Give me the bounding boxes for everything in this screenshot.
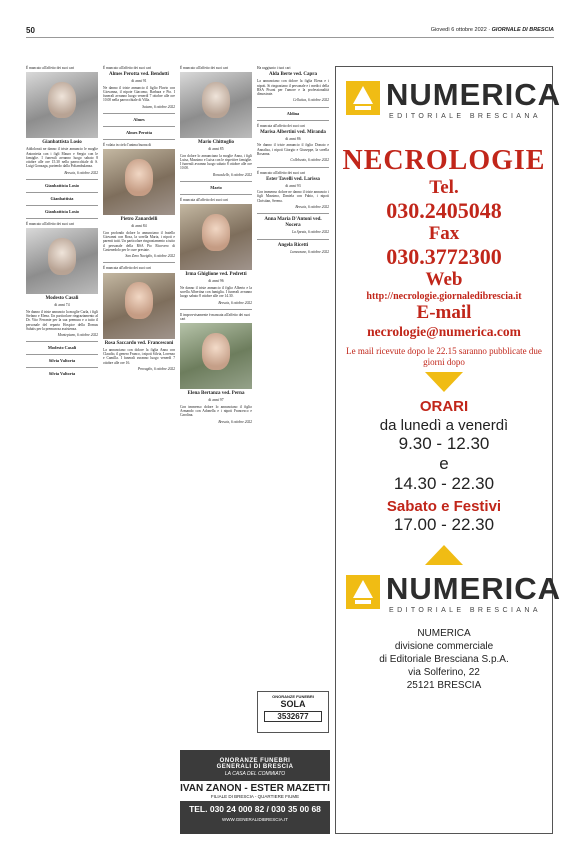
notice-kicker: Ha raggiunto i tuoi cari	[257, 66, 291, 70]
hours-title: ORARI	[419, 398, 469, 415]
deadline-note: Le mail ricevute dopo le 22.15 saranno pubblicate due giorni dopo	[346, 346, 542, 367]
notice-place: Collebeato, 6 ottobre 2022	[290, 158, 329, 163]
tel-label: Tel.	[429, 177, 459, 198]
divider	[26, 218, 98, 219]
divider	[103, 262, 175, 263]
notice-kicker: È mancato all'affetto dei suoi cari	[26, 66, 75, 70]
notice-body: Ne danno il triste annuncio il figlio Donato e Annalisa, i nipoti Giorgio e Giuseppe, la sorella Rosanna.	[257, 143, 329, 156]
notice-kicker: Il improvvisamente è mancata all'affetto dei suoi cari	[180, 312, 251, 322]
divider	[26, 341, 98, 342]
page-header	[26, 26, 554, 38]
divider	[257, 107, 329, 108]
deceased-age: di anni 93	[285, 183, 301, 188]
email-address: necrologie@numerica.com	[367, 324, 521, 339]
notice-kicker: È mancata all'affetto dei suoi cari	[257, 123, 305, 128]
mini-ad-title: ONORANZE FUNEBRI	[272, 694, 314, 699]
hours-and: e	[439, 454, 449, 473]
notice-place: San Zeno Naviglio, 6 ottobre 2022	[125, 254, 175, 259]
deceased-name: Irma Ghiglione ved. Pedretti	[185, 272, 247, 278]
deceased-name: Angela Ricetti	[277, 242, 309, 248]
portrait-photo	[26, 228, 98, 294]
deceased-name: Anna Maria D'Antoni ved. Nocera	[264, 217, 322, 229]
deceased-name: Ester Tavelli ved. Larissa	[266, 176, 320, 182]
brand-subtitle: EDITORIALE BRESCIANA	[389, 113, 541, 120]
mini-ad-name: SOLA	[280, 699, 306, 709]
notice-body: Ne danno il triste annuncio la moglie Carla, i figli Stefano e Elena. Un particolare ringraziamento al Dr. Vito Ferrante per la sua premura e a tutto il personale del reparto Hospice della Domus Salutis per la premurosa assistenza.	[26, 309, 98, 331]
deceased-name: Mario Chittoglio	[198, 140, 234, 146]
funeral-website: WWW.GENERALIDIBRESCIA.IT	[221, 817, 288, 822]
notice-place: Brescia, 6 ottobre 2022	[218, 300, 252, 305]
deceased-age: di anni 86	[285, 137, 301, 142]
deceased-name: Gianbattista Losio	[42, 140, 82, 146]
funeral-home-ad	[180, 750, 330, 834]
column-2	[103, 66, 175, 374]
deceased-name: Modesto Casali	[45, 296, 79, 302]
notice-sign: Mario	[210, 185, 222, 191]
notice-kicker: È mancata all'affetto dei suoi cari	[180, 198, 228, 203]
notice-sign: Aldina	[286, 110, 300, 116]
web-url: http://necrologie.giornaledibrescia.it	[366, 291, 522, 302]
notice-sign: Gianbattista Losio	[44, 209, 80, 215]
notice-sign: Modesto Casali	[47, 345, 77, 351]
column-4	[257, 66, 329, 257]
notice-place: Brescia, 6 ottobre 2022	[295, 205, 329, 210]
numerica-logo	[346, 77, 562, 127]
notice-kicker: È mancata all'affetto dei suoi cari	[103, 266, 151, 271]
deceased-age: di anni 91	[131, 79, 147, 84]
portrait-photo	[180, 72, 252, 138]
funeral-band	[180, 781, 330, 801]
notice-body: Con dolore lo annunciano la moglie Anna, i figli Luisa, Massimo e Luisa con le rispettive famiglie. I funerali avranno luogo sabato 8 ottobre alle ore 10.00.	[180, 153, 252, 171]
notice-sign: Almes	[133, 117, 145, 123]
notice-place: La Spezia, 6 ottobre 2022	[292, 230, 329, 235]
weekend-label: Sabato e Festivi	[386, 498, 502, 515]
deceased-name: Elena Bertanza ved. Perna	[187, 391, 245, 397]
notice-place: Provaglio, 6 ottobre 2022	[137, 366, 175, 371]
notice-body: Ne danno il triste annuncio il figlio Alberto e la sorella Albertina con famiglia. I funerali avranno luogo sabato 8 ottobre alle ore 14.30.	[180, 285, 252, 299]
portrait-photo	[180, 323, 252, 389]
arrow-down-icon	[425, 372, 463, 392]
funeral-address: FILIALE DI BRESCIA - QUARTIERE FIUME	[210, 794, 300, 799]
notice-place: Saiano, 6 ottobre 2022	[142, 104, 175, 109]
notice-sign: Silvia Valtorta	[48, 371, 76, 377]
page-number: 50	[26, 26, 35, 35]
notice-place: Roncadelle, 6 ottobre 2022	[213, 172, 252, 177]
weekday-label: da lunedì a venerdì	[379, 417, 509, 434]
divider	[257, 239, 329, 240]
funeral-tagline: LA CASA DEL COMMIATO	[224, 771, 286, 777]
tel-number: 030.2405048	[386, 198, 502, 223]
notice-sign: Silvia Valtorta	[48, 358, 76, 364]
notice-kicker: È mancato all'affetto dei suoi cari	[26, 222, 75, 227]
notice-place: Montepiano, 6 ottobre 2022	[57, 333, 98, 338]
divider	[26, 192, 98, 193]
numerica-ad	[335, 66, 562, 834]
hours-morning: 9.30 - 12.30	[398, 434, 490, 453]
email-label: E-mail	[416, 302, 472, 323]
notice-kicker: È mancato all'affetto dei suoi cari	[103, 66, 152, 70]
divider	[26, 367, 98, 368]
deceased-age: di anni 97	[208, 398, 224, 403]
deceased-age: di anni 85	[208, 147, 224, 152]
funeral-home-mini-ad	[257, 691, 329, 733]
notice-body: Con immenso dolore ne danno il triste annuncio i figli Massimo, Daniela con Fabio, i nipoti Christian, Serena.	[257, 190, 329, 203]
divider	[257, 120, 329, 121]
divider	[26, 354, 98, 355]
divider	[257, 213, 329, 214]
notice-place: Brescia, 6 ottobre 2022	[218, 419, 252, 424]
deceased-age: di anni 96	[208, 279, 224, 284]
portrait-photo	[26, 72, 98, 138]
brand-name: NUMERICA	[386, 571, 562, 606]
header-date-paper: Giovedì 6 ottobre 2022 · GIORNALE DI BRESCIA	[430, 27, 554, 33]
notice-body: La annunciano con dolore la figlia Elena e i nipoti. Si ringraziano il personale e i medici della RSA Pisoni per l'amore e la professionalità dimostrate.	[257, 79, 329, 97]
divider	[103, 139, 175, 140]
deceased-name: Marisa Albertini ved. Miranda	[260, 130, 326, 136]
deceased-age: di anni 74	[54, 303, 70, 308]
portrait-photo	[180, 204, 252, 270]
notice-kicker: È mancato all'affetto dei suoi cari	[257, 170, 306, 175]
deceased-name: Almes Perotta ved. Bendotti	[109, 72, 169, 78]
web-label: Web	[425, 269, 463, 290]
notice-kicker: È volata in cielo l'anima buona di	[103, 143, 152, 148]
portrait-photo	[103, 273, 175, 339]
column-1	[26, 66, 98, 376]
hours-afternoon: 14.30 - 22.30	[393, 474, 495, 493]
mini-ad-phone: 3532677	[264, 711, 322, 722]
divider	[180, 181, 252, 182]
column-3	[180, 66, 252, 427]
notice-sign: Almes Perotta	[125, 130, 153, 136]
ad-title: NECROLOGIE	[342, 145, 546, 176]
brand-name: NUMERICA	[386, 77, 562, 112]
notice-body: Ne danno il triste annuncio il figlio Flavio con Giovanna, il nipote Giacomo, Barbara e Pio. I funerali avranno luogo venerdì 7 ottobre alle ore 10.00 nella parrocchiale di Villa.	[103, 85, 175, 103]
funeral-subtitle: GENERALI DI BRESCIA	[216, 764, 294, 770]
deceased-name: Rosa Saccardo ved. Francesconi	[104, 340, 174, 346]
divider	[26, 205, 98, 206]
fax-label: Fax	[428, 223, 460, 244]
numerica-logo-bottom	[346, 571, 562, 621]
divider	[103, 126, 175, 127]
divider	[257, 167, 329, 168]
notice-place: Cellatica, 6 ottobre 2022	[292, 98, 329, 103]
deceased-name: Alda Berte ved. Capra	[268, 72, 318, 78]
funeral-phone: TEL. 030 24 000 82 / 030 35 00 68	[189, 804, 321, 814]
notice-body: Addolorati ne danno il triste annuncio le moglie Antonietta con i figli Mauro e Sergio con le famiglie. I funerali avranno luogo sabato 8 ottobre alle ore 15.30 nella parrocchiale di S. Luigi Gonzaga, partendo dalla Poliambulanza.	[26, 147, 98, 169]
divider	[103, 113, 175, 114]
funeral-names: IVAN ZANON - ESTER MAZETTI	[180, 783, 330, 794]
deceased-age: di anni 84	[131, 224, 147, 229]
notice-sign: Gianbattista Losio	[44, 183, 80, 189]
fax-number: 030.3772300	[386, 244, 502, 269]
divider	[180, 309, 252, 310]
portrait-photo	[103, 149, 175, 215]
numerica-mark-icon	[346, 81, 380, 115]
notice-place: Brescia, 6 ottobre 2022	[64, 170, 98, 175]
notice-place: Lumezzane, 6 ottobre 2022	[290, 249, 329, 254]
notice-body: Con immenso dolore lo annunciano il figlio Armando con Adonella e i nipoti Francesco e Carolina.	[180, 404, 252, 418]
notice-kicker: È mancato all'affetto dei suoi cari	[180, 66, 229, 70]
divider	[180, 194, 252, 195]
numerica-mark-icon	[346, 575, 380, 609]
deceased-name: Pietro Zanardelli	[120, 217, 158, 223]
funeral-title: ONORANZE FUNEBRI	[219, 758, 291, 764]
divider	[26, 179, 98, 180]
notice-sign: Gianbattista	[50, 196, 74, 202]
notice-body: Con profondo dolore lo annunciano il fratello Giovanni con Rosa, la sorella Maria, i nipoti e parenti tutti. Un particolare ringraziamento a tutto il personale della RSA Pio Ricovero di Castenedolo per le cure prestate.	[103, 230, 175, 252]
company-address: NUMERICA divisione commerciale di Editoriale Bresciana S.p.A. via Solferino, 22 25121 BRESCIA	[379, 628, 509, 691]
hours-weekend: 17.00 - 22.30	[393, 515, 495, 534]
arrow-up-icon	[425, 545, 463, 565]
notice-body: La annunciano con dolore la figlia Anna con Claudio, il genero Franco, i nipoti Silvia, Lorenzo e Camilla. I funerali avranno luogo venerdì 7 ottobre alle ore 16.	[103, 347, 175, 365]
brand-subtitle: EDITORIALE BRESCIANA	[389, 607, 541, 614]
